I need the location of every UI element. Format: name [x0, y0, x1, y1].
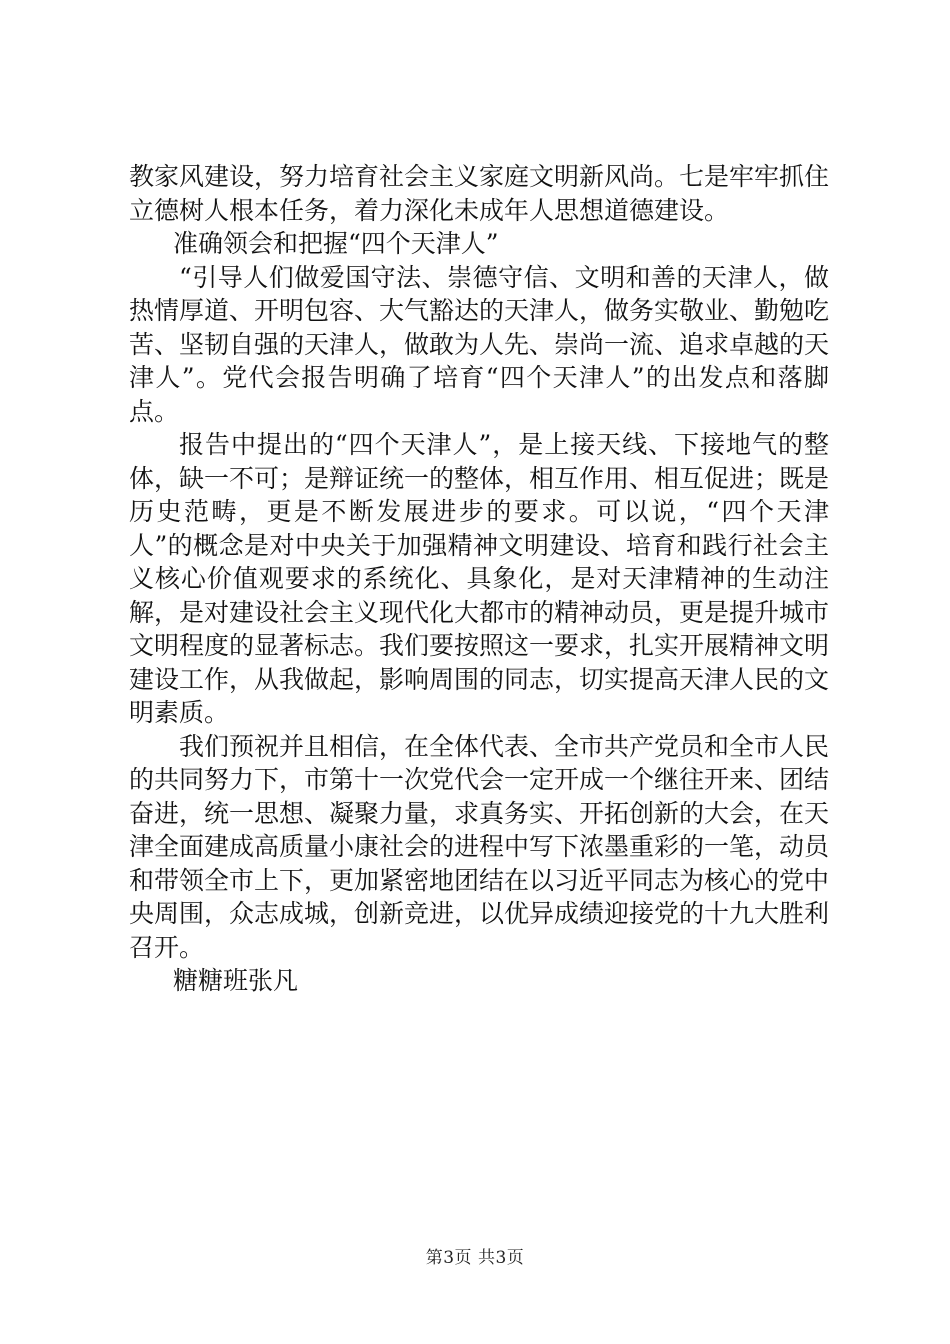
- paragraph-quote: “引导人们做爱国守法、崇德守信、文明和善的天津人，做热情厚道、开明包容、大气豁达的天津人，做务实敬业、勤勉吃苦、坚韧自强的天津人，做敢为人先、崇尚一流、追求卓越的天津人”。党代会报告明确了培育“四个天津人”的出发点和落脚点。: [129, 262, 830, 426]
- document-body: [129, 160, 829, 998]
- paragraph-continuation: 教家风建设，努力培育社会主义家庭文明新风尚。七是牢牢抓住立德树人根本任务，着力深化未成年人思想道德建设。: [129, 162, 830, 225]
- page-footer: 第3页 共3页: [425, 1248, 525, 1268]
- paragraph-wishes: 我们预祝并且相信，在全体代表、全市共产党员和全市人民的共同努力下，市第十一次党代会一定开成一个继往开来、团结奋进，统一思想、凝聚力量，求真务实、开拓创新的大会，在天津全面建成高质量小康社会的进程中写下浓墨重彩的一笔，动员和带领全市上下，更加紧密地团结在以习近平同志为核心的党中央周围，众志成城，创新竞进，以优异成绩迎接党的十九大胜利召开。: [129, 731, 830, 962]
- section-heading: 准确领会和把握“四个天津人”: [173, 229, 499, 258]
- paragraph-report: 报告中提出的“四个天津人”，是上接天线、下接地气的整体，缺一不可；是辩证统一的整体，相互作用、相互促进；既是历史范畴，更是不断发展进步的要求。可以说，“四个天津人”的概念是对中央关于加强精神文明建设、培育和践行社会主义核心价值观要求的系统化、具象化，是对天津精神的生动注解，是对建设社会主义现代化大都市的精神动员，更是提升城市文明程度的显著标志。我们要按照这一要求，扎实开展精神文明建设工作，从我做起，影响周围的同志，切实提高天津人民的文明素质。: [129, 430, 830, 727]
- author-signature: 糖糖班张凡: [173, 966, 299, 995]
